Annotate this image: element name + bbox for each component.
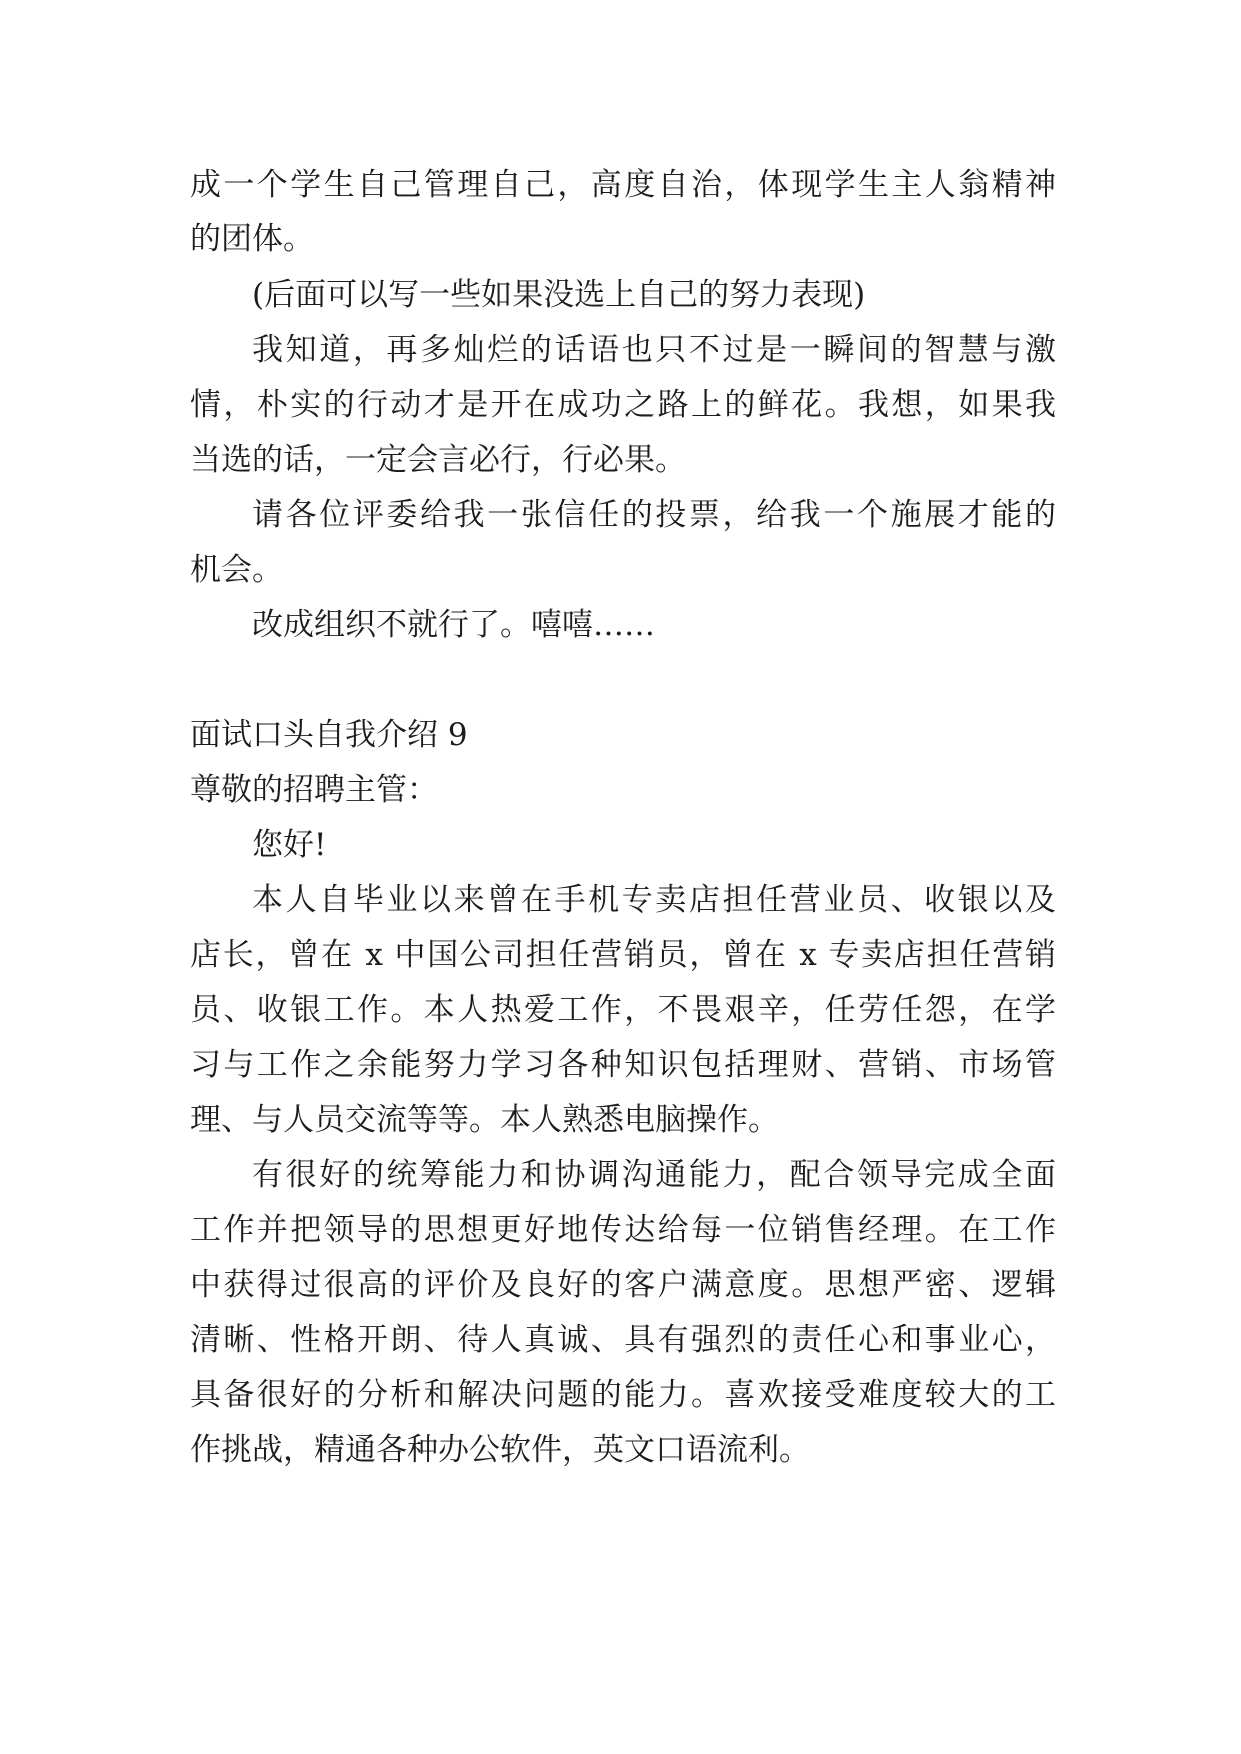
text-line: 请各位评委给我一张信任的投票，给我一个施展才能的 xyxy=(252,497,1056,533)
text-line: 我知道，再多灿烂的话语也只不过是一瞬间的智慧与激 xyxy=(252,332,1056,368)
text-line: 工作并把领导的思想更好地传达给每一位销售经理。在工作 xyxy=(190,1212,1056,1248)
text-line: 有很好的统筹能力和协调沟通能力，配合领导完成全面 xyxy=(252,1157,1056,1193)
text-line: 的团体。 xyxy=(190,221,314,257)
text-line: 改成组织不就行了。嘻嘻…… xyxy=(252,607,655,643)
text-line: 机会。 xyxy=(190,552,283,588)
section-heading: 面试口头自我介绍 9 xyxy=(190,717,468,753)
text-line: 中获得过很高的评价及良好的客户满意度。思想严密、逻辑 xyxy=(190,1267,1056,1303)
text-line: 习与工作之余能努力学习各种知识包括理财、营销、市场管 xyxy=(190,1047,1056,1083)
text-line: 店长，曾在 x 中国公司担任营销员，曾在 x 专卖店担任营销 xyxy=(190,937,1056,973)
text-line: 具备很好的分析和解决问题的能力。喜欢接受难度较大的工 xyxy=(190,1377,1056,1413)
text-line: (后面可以写一些如果没选上自己的努力表现) xyxy=(252,277,866,313)
text-line: 成一个学生自己管理自己，高度自治，体现学生主人翁精神 xyxy=(190,167,1056,203)
text-line: 员、收银工作。本人热爱工作，不畏艰辛，任劳任怨，在学 xyxy=(190,992,1056,1028)
text-line: 本人自毕业以来曾在手机专卖店担任营业员、收银以及 xyxy=(252,882,1056,918)
text-line: 清晰、性格开朗、待人真诚、具有强烈的责任心和事业心， xyxy=(190,1322,1056,1358)
text-line: 作挑战，精通各种办公软件，英文口语流利。 xyxy=(190,1432,810,1468)
salutation: 尊敬的招聘主管： xyxy=(190,772,438,808)
text-line: 情，朴实的行动才是开在成功之路上的鲜花。我想，如果我 xyxy=(190,387,1056,423)
text-line: 当选的话，一定会言必行，行必果。 xyxy=(190,442,686,478)
greeting: 您好! xyxy=(252,827,327,863)
text-line: 理、与人员交流等等。本人熟悉电脑操作。 xyxy=(190,1102,779,1138)
